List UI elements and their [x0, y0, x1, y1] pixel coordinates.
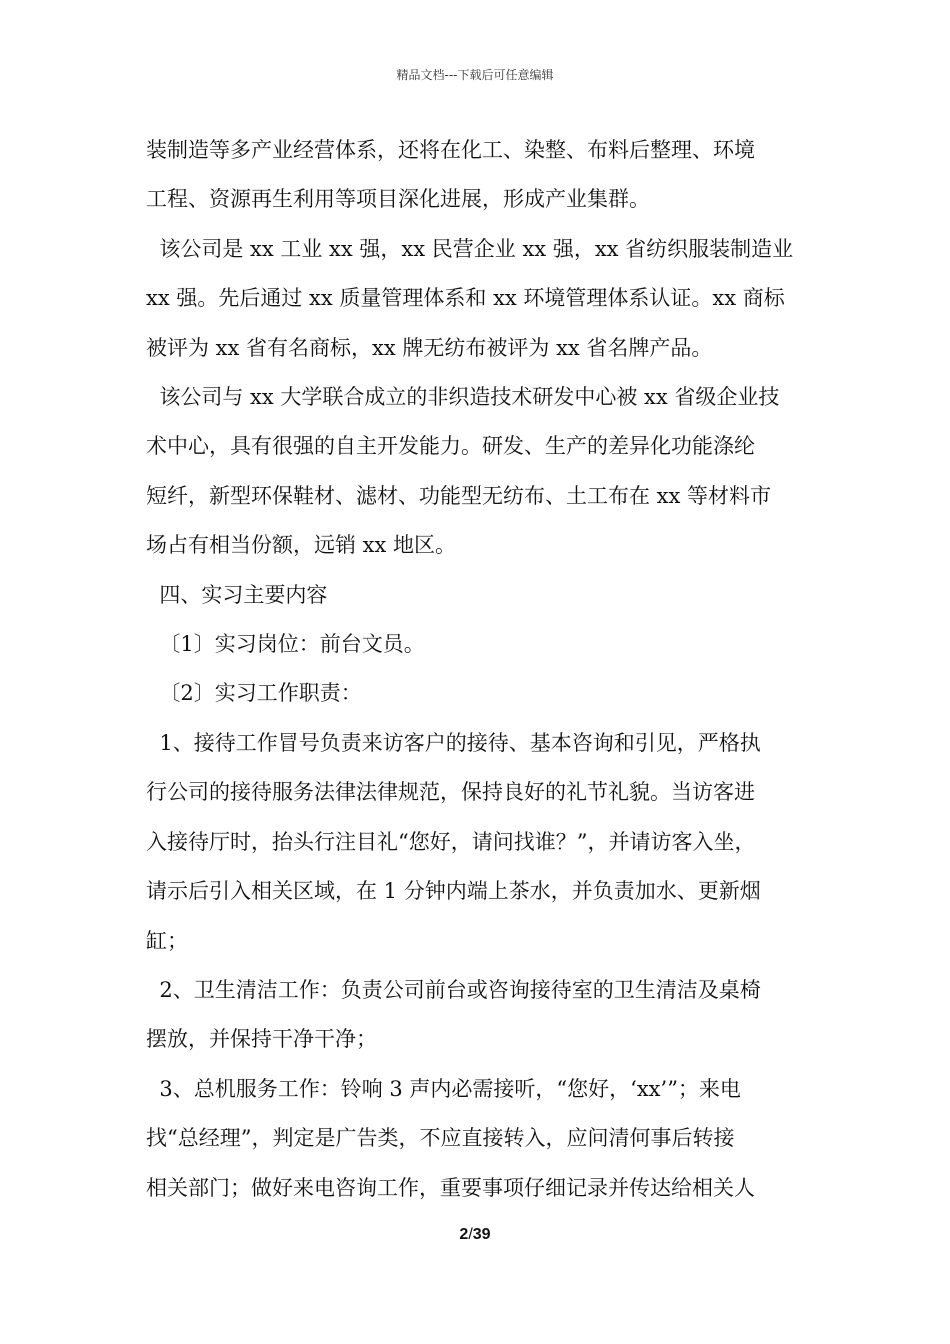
text-line: 找“总经理”，判定是广告类，不应直接转入，应问清何事后转接 — [146, 1126, 735, 1151]
page-header: 精品文档---下载后可任意编辑 — [396, 68, 554, 82]
text-line: 2、卫生清洁工作：负责公司前台或咨询接待室的卫生清洁及桌椅 — [146, 977, 761, 1002]
page-separator: / — [468, 1226, 473, 1243]
text-line: 摆放，并保持干净干净； — [146, 1027, 377, 1052]
text-line: 〔2〕实习工作职责： — [146, 681, 362, 706]
page-total: 39 — [472, 1226, 491, 1243]
text-line: 1、接待工作冒号负责来访客户的接待、基本咨询和引见，严格执 — [146, 730, 761, 755]
text-line: 缸； — [146, 928, 188, 953]
text-line: xx 强。先后通过 xx 质量管理体系和 xx 环境管理体系认证。xx 商标 — [146, 286, 785, 311]
text-line: 相关部门；做好来电咨询工作，重要事项仔细记录并传达给相关人 — [146, 1175, 755, 1200]
text-line: 场占有相当份额，远销 xx 地区。 — [146, 533, 457, 558]
text-line: 行公司的接待服务法律法律规范，保持良好的礼节礼貌。当访客进 — [146, 780, 755, 805]
text-line: 该公司是 xx 工业 xx 强，xx 民营企业 xx 强，xx 省纺织服装制造业 — [146, 236, 794, 261]
page-footer — [0, 1226, 950, 1244]
document-body — [146, 126, 814, 1213]
text-line: 短纤，新型环保鞋材、滤材、功能型无纺布、土工布在 xx 等材料市 — [146, 483, 772, 508]
text-line: 四、实习主要内容 — [146, 582, 328, 607]
text-line: 入接待厅时，抬头行注目礼“您好，请问找谁？”，并请访客入坐， — [146, 829, 756, 854]
text-line: 该公司与 xx 大学联合成立的非织造技术研发中心被 xx 省级企业技 — [146, 385, 780, 410]
text-line: 工程、资源再生利用等项目深化进展，形成产业集群。 — [146, 187, 650, 212]
text-line: 〔1〕实习岗位：前台文员。 — [146, 632, 425, 657]
text-line: 3、总机服务工作：铃响 3 声内必需接听，“您好，‘xx’”；来电 — [146, 1076, 741, 1101]
text-line: 术中心，具有很强的自主开发能力。研发、生产的差异化功能涤纶 — [146, 434, 755, 459]
page-number: 2 — [459, 1226, 469, 1243]
text-line: 请示后引入相关区域，在 1 分钟内端上茶水，并负责加水、更新烟 — [146, 879, 761, 904]
text-line: 被评为 xx 省有名商标，xx 牌无纺布被评为 xx 省名牌产品。 — [146, 335, 713, 360]
text-line: 装制造等多产业经营体系，还将在化工、染整、布料后整理、环境 — [146, 138, 755, 162]
